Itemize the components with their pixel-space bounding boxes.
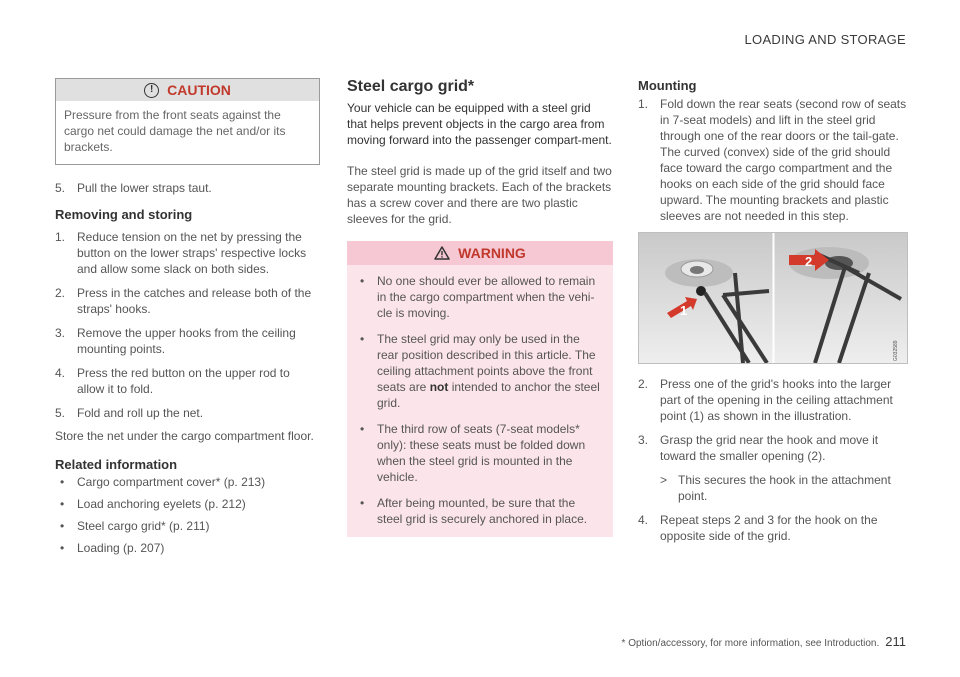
warning-triangle-icon bbox=[434, 246, 450, 260]
list-item: 1. Reduce tension on the net by pressing the button on the lower straps' respective locks and allow some slack on both sides. bbox=[55, 230, 307, 276]
warning-list bbox=[355, 273, 603, 527]
sub-result: > This secures the hook in the attachment point. bbox=[660, 473, 891, 503]
mounting-heading: Mounting bbox=[638, 78, 697, 93]
caution-box bbox=[55, 78, 320, 165]
list-item: 1. Fold down the rear seats (second row of seats in 7-seat models) and lift in the steel grid through one of the rear doors or the tail-gate. The curved (convex) side of the grid should face toward the cargo compartment and the hooks on each side of the grid should face upward. The mounting brackets and plastic sleeves are not needed in this step. bbox=[638, 97, 907, 223]
column-right bbox=[638, 78, 908, 552]
figure-code: G032589 bbox=[893, 340, 899, 361]
list-item: 2. Press one of the grid's hooks into the larger part of the opening in the ceiling attachment point (1) as shown in the illustration. bbox=[638, 377, 893, 423]
description-text: The steel grid is made up of the grid itself and two separate mounting brackets. Each of the brackets has a screw cover and there are two plastic sleeves for the grid. bbox=[347, 164, 612, 226]
list-item: • The third row of seats (7-seat models* only): these seats must be folded down when the steel grid is mounted in the vehicle. bbox=[355, 421, 603, 485]
assembly-step-list bbox=[55, 180, 320, 196]
related-link[interactable]: • Cargo compartment cover* (p. 213) bbox=[55, 474, 320, 490]
related-heading: Related information bbox=[55, 457, 178, 472]
column-middle bbox=[347, 78, 613, 537]
warning-box bbox=[347, 241, 613, 537]
figure-label-1: 1 bbox=[680, 303, 688, 318]
related-link[interactable]: • Steel cargo grid* (p. 211) bbox=[55, 518, 320, 534]
section-header: LOADING AND STORAGE bbox=[744, 32, 906, 47]
list-item: • The steel grid may only be used in the rear position described in this article. The ceiling attachment points above the front seats are not intended to anchor the steel grid. bbox=[355, 331, 603, 411]
mounting-steps bbox=[638, 376, 908, 544]
list-item: 3. Remove the upper hooks from the ceiling mounting points. bbox=[55, 326, 296, 356]
related-link[interactable]: • Load anchoring eyelets (p. 212) bbox=[55, 496, 320, 512]
related-list bbox=[55, 474, 320, 556]
caution-header bbox=[56, 79, 319, 101]
list-item: • After being mounted, be sure that the steel grid is securely anchored in place. bbox=[355, 495, 603, 527]
related-link[interactable]: • Loading (p. 207) bbox=[55, 540, 320, 556]
removing-step-list bbox=[55, 229, 320, 421]
footer-note: * Option/accessory, for more information, see Introduction. bbox=[621, 638, 880, 649]
list-item: 4. Press the red button on the upper rod to allow it to fold. bbox=[55, 366, 290, 396]
list-item: 3. Grasp the grid near the hook and move it toward the smaller opening (2). > This secures the hook in the attachment point. bbox=[638, 432, 908, 504]
warning-title: WARNING bbox=[458, 245, 526, 261]
removing-heading: Removing and storing bbox=[55, 207, 193, 222]
mounting-step1 bbox=[638, 96, 908, 224]
caution-title: CAUTION bbox=[167, 82, 231, 98]
list-item: • No one should ever be allowed to remain in the cargo compartment when the vehi-cle is moving. bbox=[355, 273, 603, 321]
column-left bbox=[55, 78, 320, 562]
list-item: 5. Fold and roll up the net. bbox=[55, 406, 204, 420]
page-title: Steel cargo grid* bbox=[347, 78, 475, 95]
store-note: Store the net under the cargo compartment floor. bbox=[55, 429, 314, 443]
caution-text: Pressure from the front seats against the cargo net could damage the net and/or its brackets. bbox=[64, 108, 286, 154]
warning-body bbox=[347, 265, 613, 537]
grid-mounting-illustration bbox=[639, 233, 907, 363]
mounting-illustration bbox=[638, 232, 908, 364]
page-footer bbox=[622, 634, 906, 649]
list-item: 4. Repeat steps 2 and 3 for the hook on the opposite side of the grid. bbox=[638, 513, 878, 543]
intro-text: Your vehicle can be equipped with a steel grid that helps prevent objects in the cargo area from moving forward into the passenger compart-ment. bbox=[347, 101, 612, 147]
warning-header bbox=[347, 241, 613, 265]
figure-label-2: 2 bbox=[805, 254, 813, 269]
exclamation-icon: ! bbox=[144, 83, 159, 98]
list-item: 2. Press in the catches and release both of the straps' hooks. bbox=[55, 286, 312, 316]
list-item: 5. Pull the lower straps taut. bbox=[55, 181, 212, 195]
page-number: 211 bbox=[885, 634, 906, 649]
